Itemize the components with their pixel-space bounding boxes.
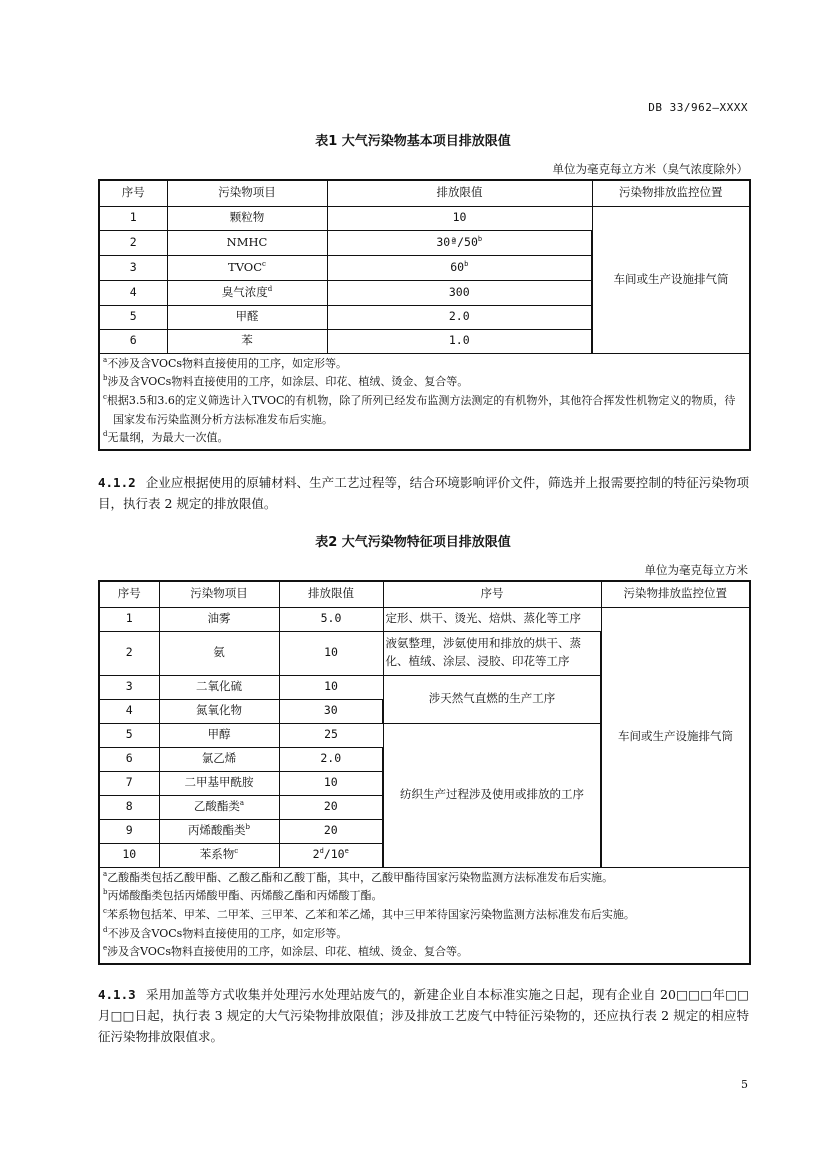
row-no: 6 [99,747,159,771]
table1-notes [99,353,750,450]
table-note: $^e$涉及含VOCs物料直接使用的工序，如涂层、印花、植绒、烫金、复合等。 [103,944,468,959]
row-process: 涉天然气直燃的生产工序 [383,675,601,723]
clause-number: 4.1.3 [98,987,136,1002]
table1-col-item: 污染物项目 [167,180,327,206]
row-limit: 30 [279,699,383,723]
table-note: $^d$无量纲，为最大一次值。 [103,430,229,445]
row-no: 4 [99,699,159,723]
row-no: 3 [99,675,159,699]
table1 [98,179,751,451]
table2-col-location: 污染物排放监控位置 [601,581,750,607]
row-no: 8 [99,795,159,819]
table-note: $^b$涉及含VOCs物料直接使用的工序，如涂层、印花、植绒、烫金、复合等。 [103,374,469,389]
table2-location: 车间或生产设施排气筒 [601,607,750,867]
row-limit: 10 [279,675,383,699]
table1-location: 车间或生产设施排气筒 [592,206,750,353]
table2-col-item: 污染物项目 [159,581,279,607]
row-item: 氨 [159,631,279,675]
paragraph-text: 采用加盖等方式收集并处理污水处理站废气的，新建企业自本标准实施之日起，现有企业自 20□□□年□□月□□日起，执行表 3 规定的大气污染物排放限值；涉及排放工艺废气中特征污染物的，还应执行表 2 规定的相应特征污染物排放限值求。 [98,987,749,1044]
table-note: $^b$丙烯酸酯类包括丙烯酸甲酯、丙烯酸乙酯和丙烯酸丁酯。 [103,888,383,903]
paragraph-text: 企业应根据使用的原辅材料、生产工艺过程等，结合环境影响评价文件，筛选并上报需要控制的特征污染物项目，执行表 2 规定的排放限值。 [98,475,749,511]
row-limit: 2.0 [327,305,592,329]
row-limit: 10 [327,206,592,230]
row-no: 6 [99,329,167,353]
row-no: 10 [99,843,159,867]
table2 [98,580,751,965]
clause-number: 4.1.2 [98,475,136,490]
row-process: 纺织生产过程涉及使用或排放的工序 [383,723,601,867]
document-code: DB 33/962—XXXX [648,101,748,114]
row-item: 氮氧化物 [159,699,279,723]
row-limit: 30ª/50$^b$ [327,230,592,255]
table-note: $^c$根据3.5和3.6的定义筛选计入TVOC的有机物，除了所列已经发布监测方法测定的有机物外，其他符合挥发性机物定义的物质，待国家发布污染监测分析方法标准发布后实施。 [103,392,736,426]
row-item: 甲醛 [167,305,327,329]
row-process: 液氨整理，涉氨使用和排放的烘干、蒸化、植绒、涂层、浸胶、印花等工序 [383,631,601,675]
table2-col-process: 序号 [383,581,601,607]
table1-unit: 单位为毫克每立方米（臭气浓度除外） [552,162,748,176]
table1-col-no: 序号 [99,180,167,206]
table2-col-limit: 排放限值 [279,581,383,607]
table1-notes-row [99,353,750,450]
table2-col-no: 序号 [99,581,159,607]
row-limit: 25 [279,723,383,747]
row-no: 4 [99,280,167,305]
row-limit: 60$^b$ [327,255,592,280]
row-item: 臭气浓度$^d$ [167,280,327,305]
row-limit: 20 [279,795,383,819]
row-no: 7 [99,771,159,795]
table1-title: 表1 大气污染物基本项目排放限值 [315,134,511,149]
row-limit: 2.0 [279,747,383,771]
row-item: 油雾 [159,607,279,631]
row-limit: 10 [279,771,383,795]
page-number: 5 [741,1078,748,1091]
table-note: $^d$不涉及含VOCs物料直接使用的工序，如定形等。 [103,925,348,940]
row-limit: 5.0 [279,607,383,631]
row-item: TVOC$^c$ [167,255,327,280]
table-row [99,607,750,631]
table-row [99,206,750,230]
paragraph-4-1-3 [98,984,749,1047]
row-item: 苯 [167,329,327,353]
row-item: 乙酸酯类$^a$ [159,795,279,819]
row-item: 苯系物$^c$ [159,843,279,867]
row-no: 2 [99,631,159,675]
table2-title: 表2 大气污染物特征项目排放限值 [315,535,511,550]
table-note: $^a$不涉及含VOCs物料直接使用的工序，如定形等。 [103,355,348,370]
table2-notes [99,867,750,964]
row-item: 氯乙烯 [159,747,279,771]
table1-col-location: 污染物排放监控位置 [592,180,750,206]
row-no: 5 [99,305,167,329]
paragraph-4-1-2 [98,472,749,514]
row-item: 颗粒物 [167,206,327,230]
row-no: 2 [99,230,167,255]
table-note: $^a$乙酸酯类包括乙酸甲酯、乙酸乙酯和乙酸丁酯，其中，乙酸甲酯待国家污染物监测方法标准发布后实施。 [103,869,614,884]
row-item: 二氧化硫 [159,675,279,699]
row-item: 甲醇 [159,723,279,747]
row-limit: 2$^d$/10e [279,843,383,867]
row-limit: 10 [279,631,383,675]
table2-header-row [99,581,750,607]
row-no: 3 [99,255,167,280]
row-limit: 300 [327,280,592,305]
row-item: 丙烯酸酯类$^b$ [159,819,279,843]
row-no: 5 [99,723,159,747]
row-item: NMHC [167,230,327,255]
row-item: 二甲基甲酰胺 [159,771,279,795]
row-no: 1 [99,206,167,230]
table1-col-limit: 排放限值 [327,180,592,206]
row-limit: 20 [279,819,383,843]
table1-header-row [99,180,750,206]
table2-notes-row [99,867,750,964]
table-note: $^c$苯系物包括苯、甲苯、二甲苯、三甲苯、乙苯和苯乙烯，其中三甲苯待国家污染物监测方法标准发布后实施。 [103,906,635,921]
row-no: 1 [99,607,159,631]
table2-unit: 单位为毫克每立方米 [644,563,748,577]
row-no: 9 [99,819,159,843]
row-process: 定形、烘干、烫光、焙烘、蒸化等工序 [383,607,601,631]
row-limit: 1.0 [327,329,592,353]
